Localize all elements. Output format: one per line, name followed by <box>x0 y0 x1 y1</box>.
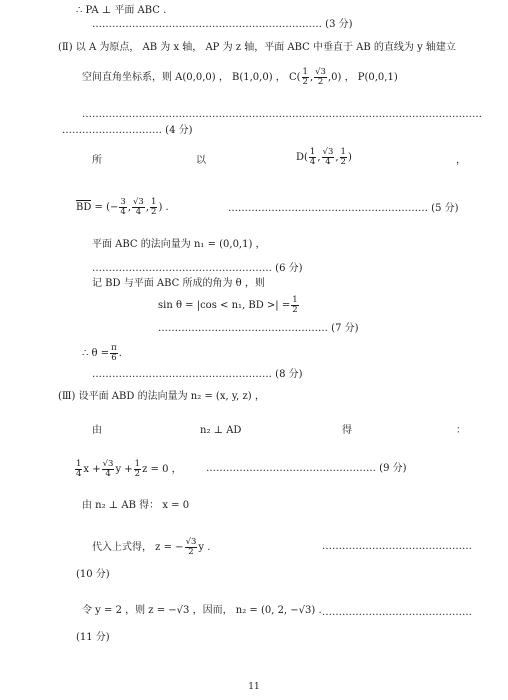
frac-eq-a: $\frac{1}{4}$ <box>76 459 82 479</box>
frac-d-x: $\frac{1}{4}$ <box>309 147 316 167</box>
de-char: 得 <box>342 425 352 436</box>
frac-bd-z: $\frac{1}{2}$ <box>151 197 157 217</box>
frac-bd-y: $\frac{√3}{4}$ <box>133 197 144 217</box>
coordinates-line: 空间直角坐标系，则 A(0,0,0) ， B(1,0,0) ， C( $\frac{1}{2}$ , $\frac{√3}{2}$ ,0) ， P(0,0,1) <box>82 67 398 87</box>
coords-text-a: 空间直角坐标系，则 A(0,0,0) ， B(1,0,0) ， C( <box>82 72 301 83</box>
score-dots-4: ………………………… (4 分) <box>62 125 193 136</box>
vector-bd-label: BD <box>76 202 92 213</box>
part-2-intro: (Ⅱ) 以 A 为原点， AB 为 x 轴， AP 为 z 轴，平面 ABC 中垂直于 AB 的直线为 y 轴建立 <box>58 42 456 53</box>
suoyi-char-1: 所 <box>92 155 102 166</box>
final-vector-line: 令 y = 2 ，则 z = −√3 ，因而， n₂ = (0, 2, −√3) . <box>82 605 322 616</box>
frac-z: $\frac{√3}{2}$ <box>185 537 197 557</box>
perp-condition-ad: n₂ ⊥ AD <box>200 425 242 436</box>
score-dots-9: …………………………………………… (9 分) <box>206 463 407 474</box>
frac-sine: $\frac{1}{2}$ <box>292 295 298 315</box>
comma-after-d: ， <box>456 155 466 166</box>
frac-bd-x: $\frac{3}{4}$ <box>120 197 126 217</box>
part-3-intro: (Ⅲ) 设平面 ABD 的法向量为 n₂ = (x, y, z) ， <box>58 391 265 402</box>
coords-text-b: ,0) ， P(0,0,1) <box>327 72 398 83</box>
angle-definition: 记 BD 与平面 ABC 所成的角为 θ ，则 <box>92 278 265 289</box>
point-d-coords: D( $\frac{1}{4}$ , $\frac{√3}{4}$ , $\frac{1}{2}$ ) <box>296 147 352 167</box>
equation-line-9: $\frac{1}{4}$ x + $\frac{√3}{4}$ y + $\frac{1}{2}$ z = 0 ， <box>76 459 182 479</box>
colon-char: ： <box>456 425 466 436</box>
score-dots-8: ……………………………………………… (8 分) <box>92 369 303 380</box>
page-number: 11 <box>248 682 260 692</box>
frac-c-y: $\frac{√3}{2}$ <box>315 67 326 87</box>
frac-eq-b: $\frac{√3}{4}$ <box>102 459 114 479</box>
frac-eq-c: $\frac{1}{2}$ <box>134 459 141 479</box>
frac-theta: $\frac{\pi}{6}$ <box>111 343 117 363</box>
sine-formula: sin θ = |cos < n₁, BD >| = $\frac{1}{2}$ <box>158 295 298 315</box>
score-dots-6: ……………………………………………… (6 分) <box>92 263 303 274</box>
line-conclusion-pa: ∴ PA ⊥ 平面 ABC . <box>76 5 167 16</box>
frac-d-y: $\frac{√3}{4}$ <box>322 147 334 167</box>
score-dots-3: …………………………………………………………… (3 分) <box>92 19 353 30</box>
score-11: (11 分) <box>76 632 110 643</box>
score-dots-7: …………………………………………… (7 分) <box>158 323 359 334</box>
long-dots-line: ………………………………………………………………………………………………………… <box>82 109 482 120</box>
vector-bd-line: BD = (− $\frac{3}{4}$ , $\frac{√3}{4}$ , $\frac{1}{2}$ ) . <box>76 197 169 217</box>
you-char: 由 <box>92 425 102 436</box>
normal-vector-n1: 平面 ABC 的法向量为 n₁ = (0,0,1) ， <box>92 239 266 250</box>
frac-d-z: $\frac{1}{2}$ <box>340 147 346 167</box>
score-10: (10 分) <box>76 569 110 580</box>
theta-result: ∴ θ = $\frac{\pi}{6}$ . <box>82 343 122 363</box>
dots-line-10: ……………………………………… <box>322 541 472 552</box>
score-dots-5: …………………………………………………… (5 分) <box>228 203 459 214</box>
perp-condition-ab: 由 n₂ ⊥ AB 得： x = 0 <box>82 500 190 511</box>
frac-c-x: $\frac{1}{2}$ <box>302 67 308 87</box>
substitution-line: 代入上式得， z = − $\frac{√3}{2}$ y . <box>92 537 211 557</box>
suoyi-char-2: 以 <box>196 155 206 166</box>
dots-line-11: ……………………………………… <box>322 607 472 618</box>
